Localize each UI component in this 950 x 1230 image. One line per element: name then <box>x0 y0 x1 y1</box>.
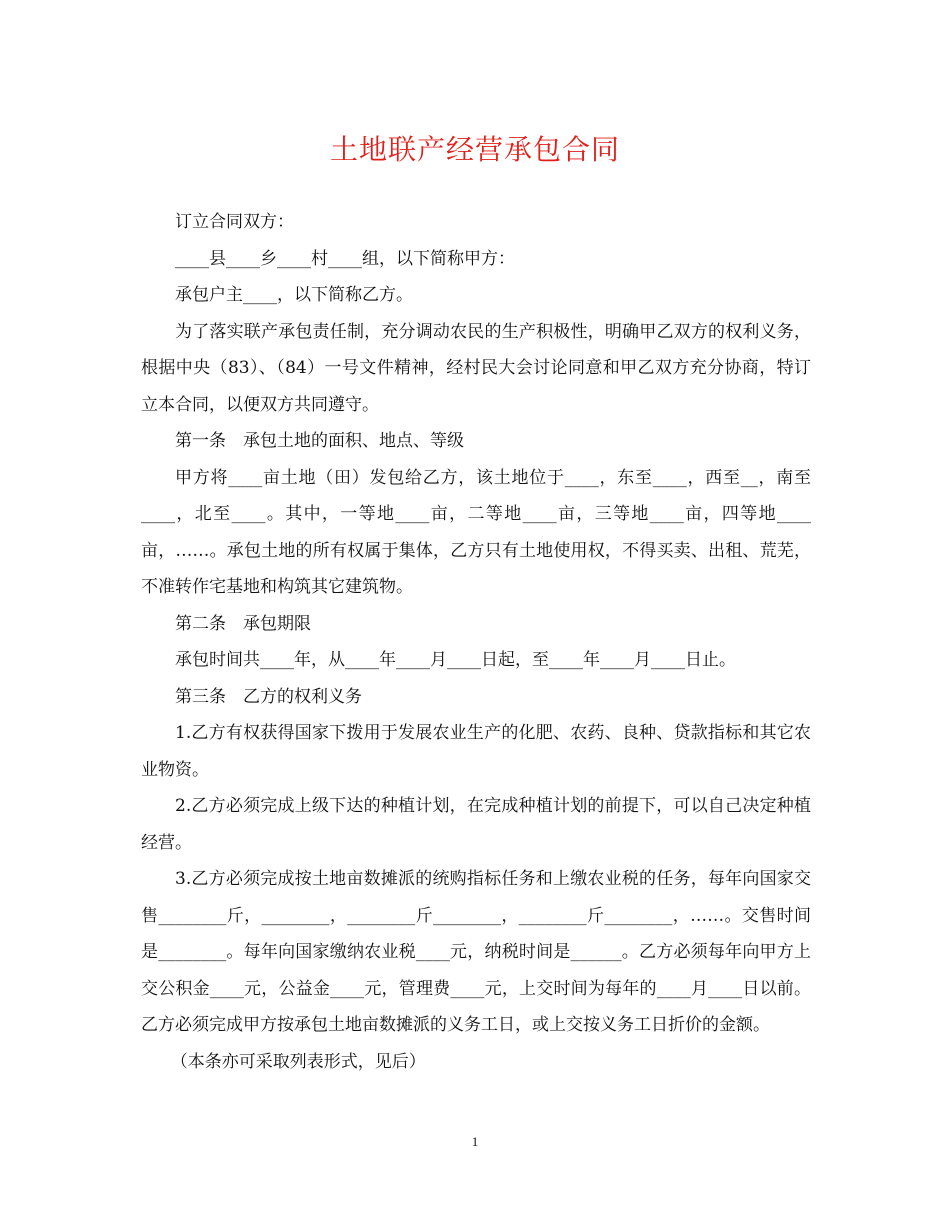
document-body <box>141 204 811 1080</box>
paragraph-party-b: 承包户主____，以下简称乙方。 <box>175 285 413 305</box>
article-3-note: （本条亦可采取列表形式，见后） <box>170 1051 426 1072</box>
paragraph-party-a: ____县____乡____村____组，以下简称甲方： <box>175 248 515 269</box>
article-3-item-1: 1.乙方有权获得国家下拨用于发展农业生产的化肥、农药、良种、贷款指标和其它农业物资。 <box>141 723 811 780</box>
article-2-body: 承包时间共____年，从____年____月____日起，至____年____月____日止。 <box>175 650 736 670</box>
document-title: 土地联产经营承包合同 <box>329 133 620 166</box>
article-3-item-2: 2.乙方必须完成上级下达的种植计划，在完成种植计划的前提下，可以自己决定种植经营。 <box>141 796 811 853</box>
article-3-item-3: 3.乙方必须完成按土地亩数摊派的统购指标任务和上缴农业税的任务，每年向国家交售________斤，________，________斤________，________斤________，……。交售时间是________。每年向国家缴纳农业税____元，纳税时间是______。乙方必须每年向甲方上交公积金____元，公益金____元，管理费____元，上交时间为每年的____月____日以前。乙方必须完成甲方按承包土地亩数摊派的义务工日，或上交按义务工日折价的金额。 <box>141 869 811 1035</box>
article-1-heading: 第一条 承包土地的面积、地点、等级 <box>175 431 464 451</box>
article-3-heading: 第三条 乙方的权利义务 <box>175 686 362 707</box>
article-1-body: 甲方将____亩土地（田）发包给乙方，该土地位于____，东至____，西至__，南至____，北至____。其中，一等地____亩，二等地____亩，三等地____亩，四等地____亩，……。承包土地的所有权属于集体，乙方只有土地使用权，不得买卖、出租、荒芜，不准转作宅基地和构筑其它建筑物。 <box>141 467 811 597</box>
paragraph-preamble: 为了落实联产承包责任制，充分调动农民的生产积极性，明确甲乙双方的权利义务，根据中央（83）、（84）一号文件精神，经村民大会讨论同意和甲乙双方充分协商，特订立本合同，以便双方共同遵守。 <box>141 321 811 415</box>
article-2-heading: 第二条 承包期限 <box>175 613 311 634</box>
page-number: 1 <box>471 1134 479 1149</box>
paragraph-parties-heading: 订立合同双方： <box>175 212 294 232</box>
